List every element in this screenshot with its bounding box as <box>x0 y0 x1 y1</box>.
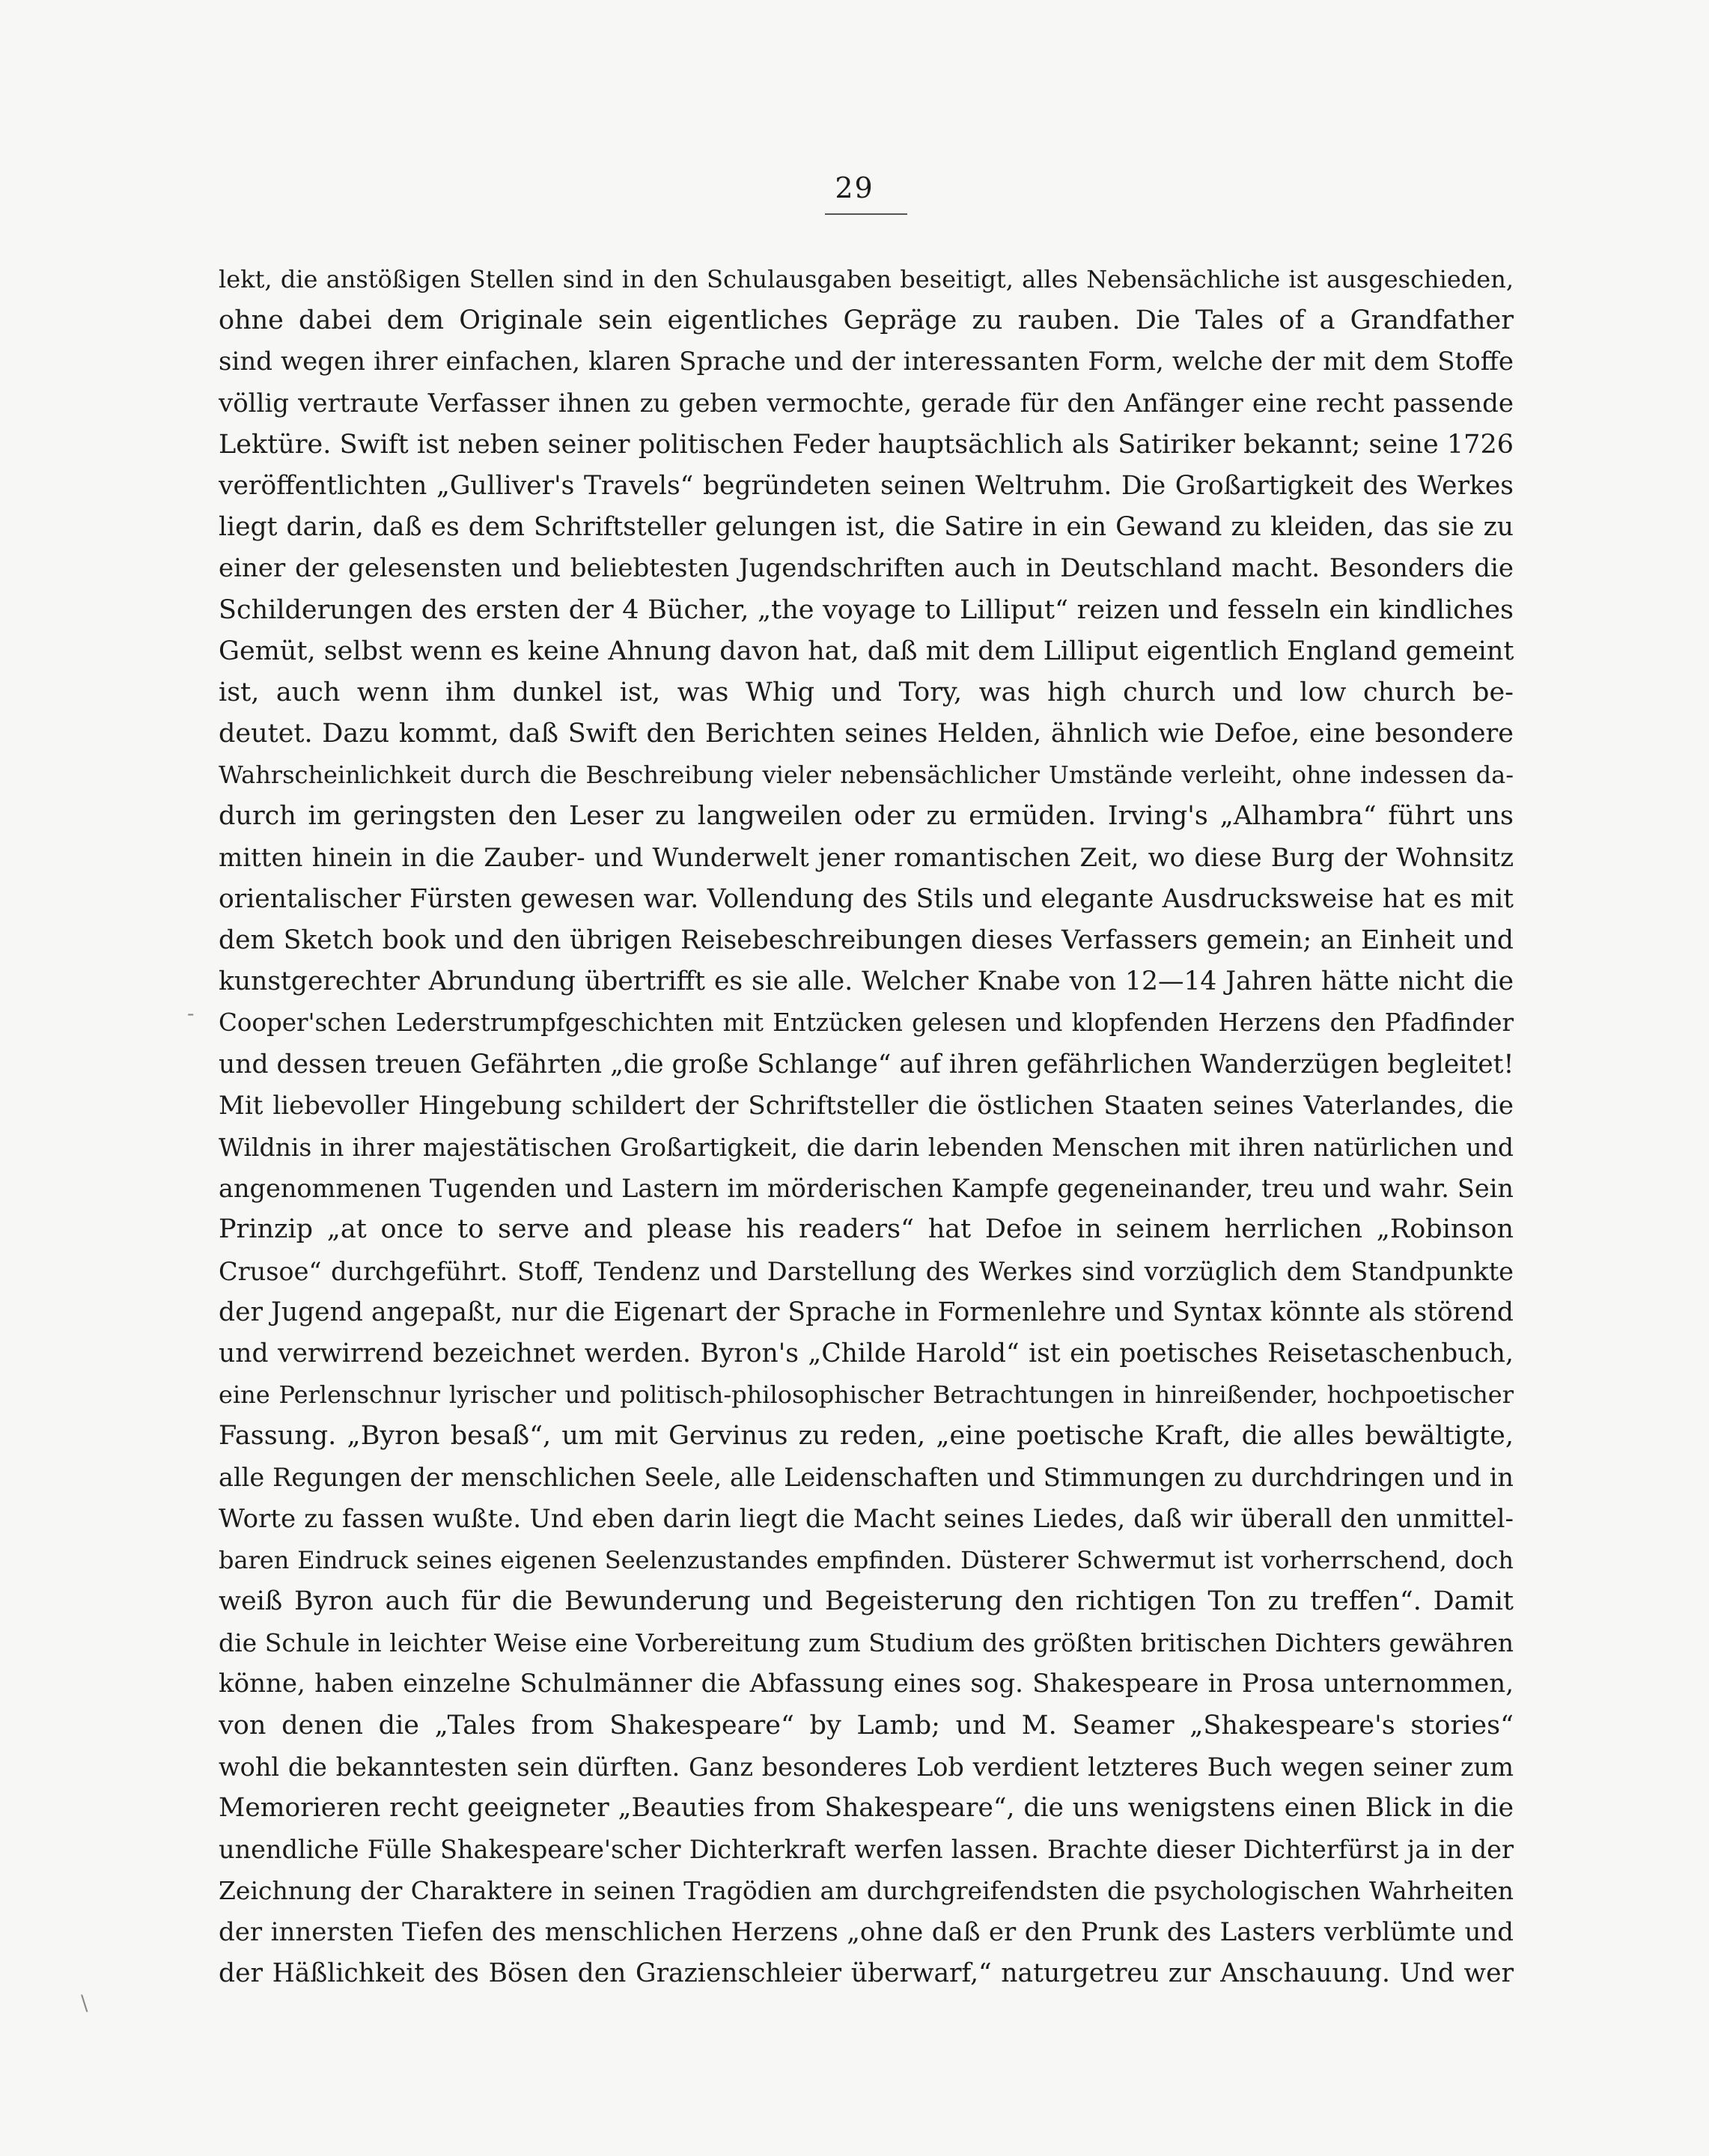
text-line: Prinzip „at once to serve and please his readers“ hat Defoe in seinem herrlichen „Robinson <box>219 1214 1514 1245</box>
text-line: Wildnis in ihrer majestätischen Großartigkeit, die darin lebenden Menschen mit ihren natürlichen und <box>219 1132 1514 1162</box>
text-line: könne, haben einzelne Schulmänner die Abfassung eines sog. Shakespeare in Prosa unternommen, <box>219 1669 1514 1699</box>
text-line: Fassung. „Byron besaß“, um mit Gervinus zu reden, „eine poetische Kraft, die alles bewältigte, <box>219 1421 1514 1452</box>
text-line: eine Perlenschnur lyrischer und politisch-philosophischer Betrachtungen in hinreißender, hochpoetischer <box>219 1380 1514 1410</box>
text-line: von denen die „Tales from Shakespeare“ by Lamb; und M. Seamer „Shakespeare's stories“ <box>219 1710 1514 1741</box>
text-line: deutet. Dazu kommt, daß Swift den Berichten seines Helden, ähnlich wie Defoe, eine besondere <box>219 719 1514 749</box>
text-line: unendliche Fülle Shakespeare'scher Dichterkraft werfen lassen. Brachte dieser Dichterfürst ja in der <box>219 1835 1514 1865</box>
text-line: völlig vertraute Verfasser ihnen zu geben vermochte, gerade für den Anfänger eine recht passende <box>219 388 1514 418</box>
text-line: Wahrscheinlichkeit durch die Beschreibung vieler nebensächlicher Umstände verleiht, ohne indessen da- <box>219 761 1514 790</box>
text-line: liegt darin, daß es dem Schriftsteller gelungen ist, die Satire in ein Gewand zu kleiden, das sie zu <box>219 512 1514 543</box>
text-line: weiß Byron auch für die Bewunderung und Begeisterung den richtigen Ton zu treffen“. Damit <box>219 1586 1514 1616</box>
text-line: baren Eindruck seines eigenen Seelenzustandes empfinden. Düsterer Schwermut ist vorherrschend, doch <box>219 1545 1514 1574</box>
text-line: der innersten Tiefen des menschlichen Herzens „ohne daß er den Prunk des Lasters verblümte und <box>219 1916 1514 1947</box>
text-line: und dessen treuen Gefährten „die große Schlange“ auf ihren gefährlichen Wanderzügen begleitet! <box>219 1049 1514 1079</box>
text-line: kunstgerechter Abrundung übertrifft es sie alle. Welcher Knabe von 12—14 Jahren hätte nicht die <box>219 966 1514 997</box>
text-line: und verwirrend bezeichnet werden. Byron's „Childe Harold“ ist ein poetisches Reisetaschenbuch, <box>219 1338 1514 1368</box>
text-line: Worte zu fassen wußte. Und eben darin liegt die Macht seines Liedes, daß wir überall den unmittel- <box>219 1503 1514 1534</box>
text-line: einer der gelesensten und beliebtesten Jugendschriften auch in Deutschland macht. Besonders die <box>219 553 1514 584</box>
margin-tick: - <box>187 1001 195 1026</box>
text-line: dem Sketch book und den übrigen Reisebeschreibungen dieses Verfassers gemein; an Einheit und <box>219 925 1514 955</box>
text-line: ohne dabei dem Originale sein eigentliches Gepräge zu rauben. Die Tales of a Grandfather <box>219 305 1514 336</box>
text-line: Gemüt, selbst wenn es keine Ahnung davon hat, daß mit dem Lilliput eigentlich England gemeint <box>219 636 1514 666</box>
text-line: Mit liebevoller Hingebung schildert der Schriftsteller die östlichen Staaten seines Vaterlandes, die <box>219 1090 1514 1121</box>
text-line: durch im geringsten den Leser zu langweilen oder zu ermüden. Irving's „Alhambra“ führt uns <box>219 801 1514 832</box>
text-line: sind wegen ihrer einfachen, klaren Sprache und der interessanten Form, welche der mit dem Stoffe <box>219 347 1514 377</box>
text-line: der Häßlichkeit des Bösen den Grazienschleier überwarf,“ naturgetreu zur Anschauung. Und wer <box>219 1958 1514 1988</box>
text-line: Crusoe“ durchgeführt. Stoff, Tendenz und Darstellung des Werkes sind vorzüglich dem Standpunkte <box>219 1256 1514 1286</box>
text-line: lekt, die anstößigen Stellen sind in den Schulausgaben beseitigt, alles Nebensächliche ist ausgeschieden, <box>219 265 1514 293</box>
text-line: orientalischer Fürsten gewesen war. Vollendung des Stils und elegante Ausdrucksweise hat es mit <box>219 883 1514 914</box>
text-line: wohl die bekanntesten sein dürften. Ganz besonderes Lob verdient letzteres Buch wegen seiner zum <box>219 1752 1514 1782</box>
text-line: Cooper'schen Lederstrumpfgeschichten mit Entzücken gelesen und klopfenden Herzens den Pfadfinder <box>219 1008 1514 1038</box>
page-number-rule <box>825 213 907 215</box>
text-line: die Schule in leichter Weise eine Vorbereitung zum Studium des größten britischen Dichters gewähren <box>219 1628 1514 1658</box>
page-number: 29 <box>835 171 874 204</box>
body-text <box>219 259 1514 1994</box>
text-line: der Jugend angepaßt, nur die Eigenart der Sprache in Formenlehre und Syntax könnte als störend <box>219 1297 1514 1327</box>
text-line: Lektüre. Swift ist neben seiner politischen Feder hauptsächlich als Satiriker bekannt; seine 1726 <box>219 429 1514 460</box>
text-line: angenommenen Tugenden und Lastern im mörderischen Kampfe gegeneinander, treu und wahr. Sein <box>219 1174 1514 1204</box>
text-line: veröffentlichten „Gulliver's Travels“ begründeten seinen Weltruhm. Die Großartigkeit des Werkes <box>219 470 1514 501</box>
text-line: mitten hinein in die Zauber- und Wunderwelt jener romantischen Zeit, wo diese Burg der Wohnsitz <box>219 842 1514 873</box>
text-line: Schilderungen des ersten der 4 Bücher, „the voyage to Lilliput“ reizen und fesseln ein kindliches <box>219 594 1514 625</box>
margin-tick: \ <box>81 1991 88 2015</box>
text-line: Zeichnung der Charaktere in seinen Tragödien am durchgreifendsten die psychologischen Wahrheiten <box>219 1876 1514 1906</box>
text-line: alle Regungen der menschlichen Seele, alle Leidenschaften und Stimmungen zu durchdringen und in <box>219 1463 1514 1493</box>
text-line: Memorieren recht geeigneter „Beauties from Shakespeare“, die uns wenigstens einen Blick in die <box>219 1792 1514 1823</box>
text-line: ist, auch wenn ihm dunkel ist, was Whig und Tory, was high church und low church be- <box>219 677 1514 707</box>
